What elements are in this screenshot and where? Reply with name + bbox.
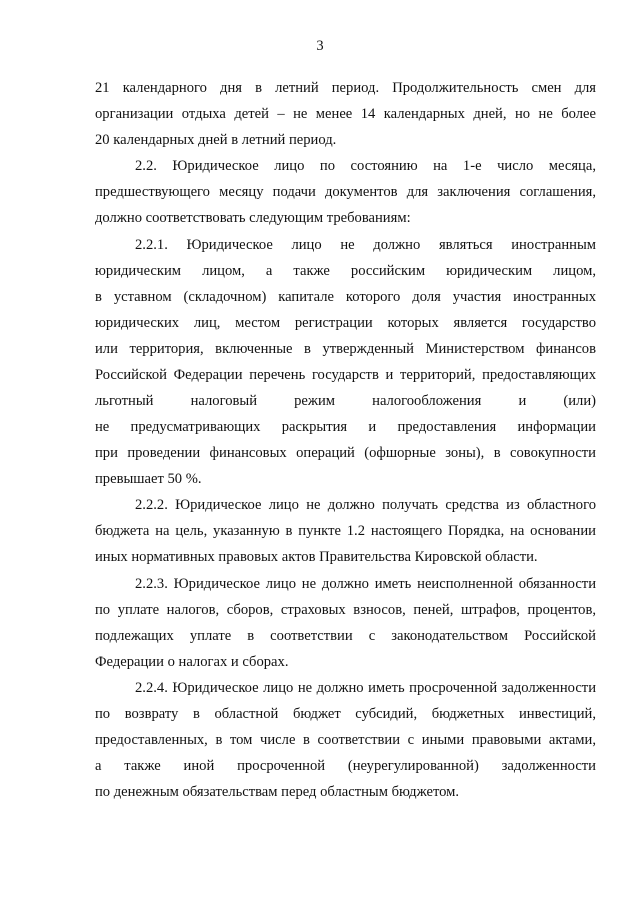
text-line: льготный налоговый режим налогообложения и (или) <box>95 393 596 409</box>
text-line: по денежным обязательствам перед областным бюджетом. <box>95 784 460 800</box>
text-line: не предусматривающих раскрытия и предоставления информации <box>95 419 596 435</box>
text-line: подлежащих уплате в соответствии с законодательством Российской <box>95 628 596 644</box>
text-line: 2.2.1. Юридическое лицо не должно являться иностранным <box>135 237 596 253</box>
text-line: по уплате налогов, сборов, страховых взносов, пеней, штрафов, процентов, <box>95 602 596 618</box>
text-line: превышает 50 %. <box>95 471 202 487</box>
text-line: а также иной просроченной (неурегулированной) задолженности <box>95 758 596 774</box>
text-line: предшествующего месяцу подачи документов для заключения соглашения, <box>95 184 596 200</box>
text-line: при проведении финансовых операций (офшорные зоны), в совокупности <box>95 445 596 461</box>
text-line: 2.2.2. Юридическое лицо не должно получать средства из областного <box>135 497 596 513</box>
text-line: Федерации о налогах и сборах. <box>95 654 289 670</box>
text-line: предоставленных, в том числе в соответствии с иными правовыми актами, <box>95 732 596 748</box>
text-line: бюджета на цель, указанную в пункте 1.2 настоящего Порядка, на основании <box>95 523 596 539</box>
text-line: юридических лиц, местом регистрации которых является государство <box>95 315 596 331</box>
text-line: 21 календарного дня в летний период. Продолжительность смен для <box>95 80 596 96</box>
page-number: 3 <box>316 38 324 54</box>
text-line: по возврату в областной бюджет субсидий, бюджетных инвестиций, <box>95 706 596 722</box>
text-line: Российской Федерации перечень государств и территорий, предоставляющих <box>95 367 596 383</box>
text-line: должно соответствовать следующим требованиям: <box>95 210 411 226</box>
text-line: или территория, включенные в утвержденный Министерством финансов <box>95 341 596 357</box>
text-line: 2.2.3. Юридическое лицо не должно иметь неисполненной обязанности <box>135 576 596 592</box>
text-line: 2.2. Юридическое лицо по состоянию на 1-е число месяца, <box>135 158 596 174</box>
text-line: в уставном (складочном) капитале которого доля участия иностранных <box>95 289 596 305</box>
text-line: 20 календарных дней в летний период. <box>95 132 337 148</box>
text-line: иных нормативных правовых актов Правительства Кировской области. <box>95 549 538 565</box>
text-line: 2.2.4. Юридическое лицо не должно иметь просроченной задолженности <box>135 680 596 696</box>
text-line: организации отдыха детей – не менее 14 календарных дней, но не более <box>95 106 596 122</box>
text-line: юридическим лицом, а также российским юридическим лицом, <box>95 263 596 279</box>
